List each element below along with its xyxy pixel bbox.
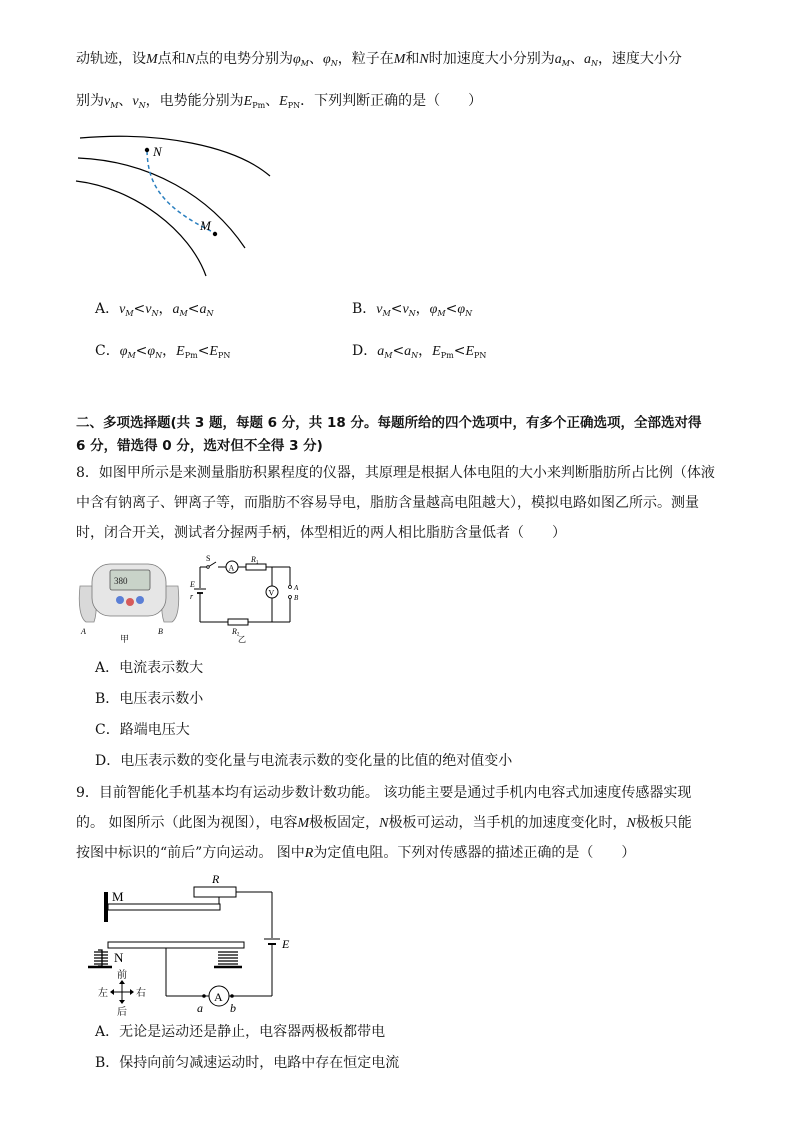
point-n — [145, 148, 149, 152]
switch-pivot — [207, 566, 210, 569]
device-label-a: A — [81, 627, 86, 636]
q7-line1: 动轨迹，设M点和N点的电势分别为$\varphi_M$、$\varphi_N$，粒子在M和N时加速度大小分别为$a_M$、$a_N$，速度大小分 — [76, 51, 682, 68]
node-a — [202, 994, 206, 998]
label-fig-a: a — [197, 1001, 203, 1015]
q7-option-a[interactable]: A．$v_M<v_N$，$a_M<a_N$ — [95, 301, 214, 318]
q7-option-c[interactable]: C．$\varphi_M<\varphi_N$，$E_{Pm}<E_{PN}$ — [95, 343, 231, 360]
label-r: r — [190, 592, 194, 601]
label-s: S — [206, 554, 211, 563]
device-button-2 — [126, 598, 134, 606]
node-b — [230, 994, 234, 998]
q9-option-b[interactable]: B．保持向前匀减速运动时，电路中存在恒定电流 — [95, 1055, 400, 1071]
q9-option-a[interactable]: A．无论是运动还是静止，电容器两极板都带电 — [95, 1024, 386, 1040]
voltmeter-label: V — [268, 588, 275, 598]
label-yi: 乙 — [238, 635, 246, 644]
field-lines-figure — [70, 126, 290, 282]
device-label-b: B — [158, 627, 163, 636]
q8-option-a[interactable]: A．电流表示数大 — [95, 660, 204, 676]
device-display-value: 380 — [114, 576, 128, 586]
body-fat-device-figure — [76, 556, 182, 644]
device-button-3 — [136, 596, 144, 604]
q8-option-d[interactable]: D．电压表示数的变化量与电流表示数的变化量的比值的绝对值变小 — [95, 753, 513, 769]
dir-back: 后 — [117, 1007, 127, 1016]
q9-line3: 按图中标识的“前后”方向运动。 图中R为定值电阻。下列对传感器的描述正确的是（ ） — [76, 845, 636, 861]
label-fig-r: R — [212, 872, 220, 886]
spring-left — [94, 950, 108, 966]
q9-line1: 9．目前智能化手机基本均有运动步数计数功能。 该功能主要是通过手机内电容式加速度传感器实现 — [76, 785, 692, 801]
field-line-2 — [78, 158, 245, 248]
label-r2: R2 — [232, 627, 240, 638]
terminal-a — [289, 586, 292, 589]
device-button-1 — [116, 596, 124, 604]
dir-left: 左 — [98, 988, 108, 999]
q8-line2: 中含有钠离子、钾离子等，而脂肪不容易导电，脂肪含量越高电阻越大），模拟电路如图乙所示。测量 — [76, 495, 699, 511]
label-e: E — [190, 580, 195, 589]
fat-circuit-figure — [188, 554, 308, 644]
label-point-a: A — [294, 584, 299, 592]
point-m — [213, 232, 217, 236]
section2-heading-line1: 二、多项选择题(共 3 题，每题 6 分，共 18 分。每题所给的四个选项中，有多个正确选项，全部选对得 — [76, 415, 702, 431]
ammeter-9-label: A — [214, 990, 223, 1004]
label-m: M — [200, 218, 211, 233]
q9-line2: 的。 如图所示（此图为视图），电容M极板固定，N极板可运动，当手机的加速度变化时，N极板只能 — [76, 815, 692, 831]
section2-heading-line2: 6 分，错选得 0 分，选对但不全得 3 分) — [76, 438, 323, 454]
q8-option-c[interactable]: C．路端电压大 — [95, 722, 190, 738]
capacitor-sensor-figure — [82, 870, 302, 1016]
label-fig-n: N — [114, 950, 124, 965]
field-line-3 — [76, 181, 206, 276]
label-point-b: B — [294, 594, 299, 602]
q7-line2: 别为$v_M$、$v_N$，电势能分别为$E_{Pm}$、$E_{PN}$．下列判断正确的是（ ） — [76, 93, 483, 110]
terminal-b — [289, 596, 292, 599]
q7-option-b[interactable]: B．$v_M<v_N$，$\varphi_M<\varphi_N$ — [352, 301, 473, 318]
label-r1: R1 — [251, 555, 259, 566]
resistor-r2 — [228, 619, 248, 625]
q7-option-d[interactable]: D．$a_M<a_N$，$E_{Pm}<E_{PN}$ — [352, 343, 487, 360]
label-n: N — [153, 144, 162, 159]
label-fig-b: b — [230, 1001, 236, 1015]
label-fig-e: E — [282, 937, 290, 951]
direction-indicator — [98, 968, 146, 1016]
plate-n — [108, 942, 244, 948]
q8-line1: 8．如图甲所示是来测量脂肪积累程度的仪器，其原理是根据人体电阻的大小来判断脂肪所占比例（体液 — [76, 465, 715, 481]
device-label-jia: 甲 — [120, 634, 130, 644]
ammeter-label: A — [228, 563, 235, 573]
spring-right — [218, 952, 238, 964]
dir-front: 前 — [117, 970, 127, 981]
q8-line3: 时，闭合开关，测试者分握两手柄，体型相近的两人相比脂肪含量低者（ ） — [76, 525, 566, 541]
dir-right: 右 — [136, 988, 146, 999]
label-fig-m: M — [112, 889, 124, 904]
resistor-r — [194, 887, 236, 897]
q8-option-b[interactable]: B．电压表示数小 — [95, 691, 204, 707]
field-line-1 — [80, 136, 270, 176]
plate-m — [108, 904, 220, 910]
